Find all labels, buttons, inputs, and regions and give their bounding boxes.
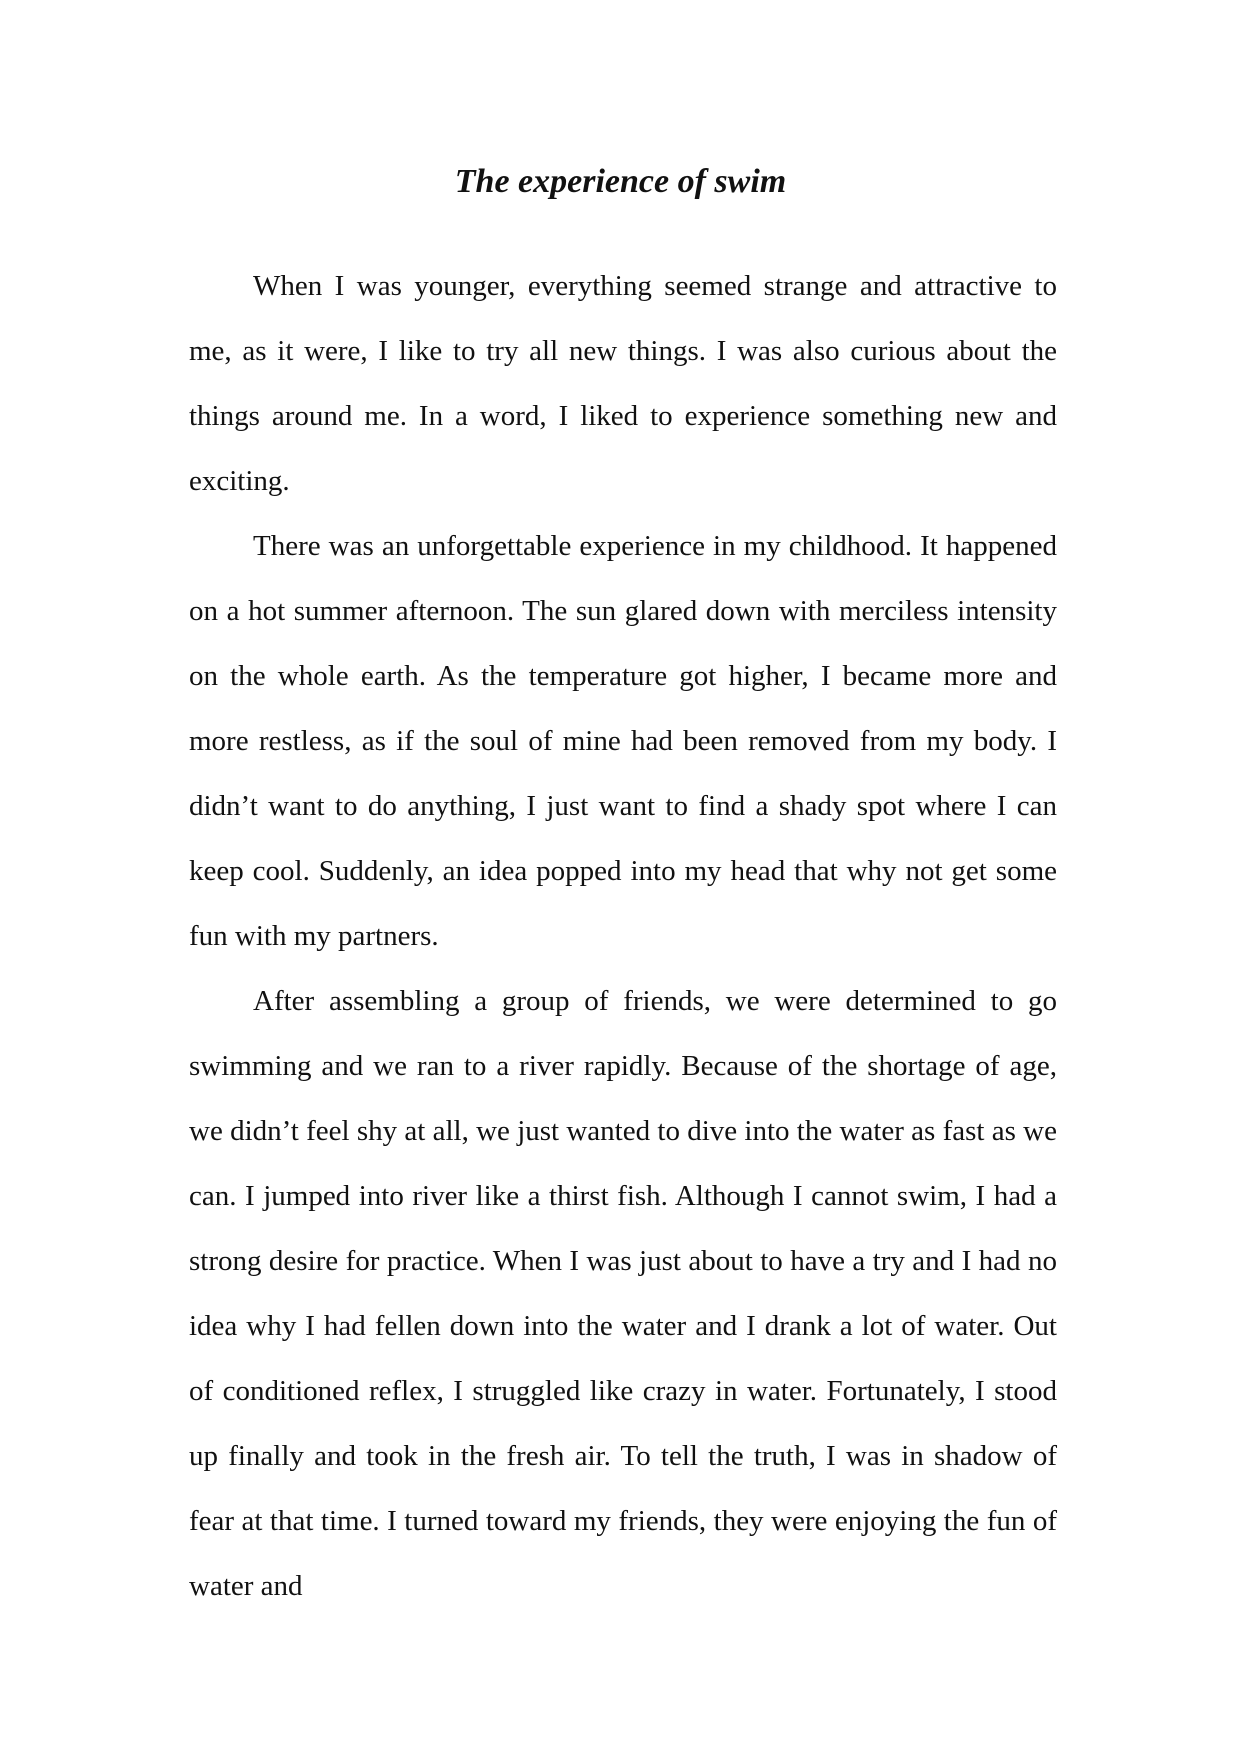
document-body: [189, 254, 1057, 1619]
paragraph: When I was younger, everything seemed strange and attractive to me, as it were, I like to try all new things. I was also curious about the things around me. In a word, I liked to experience something new and exciting.: [189, 270, 1057, 497]
paragraph: After assembling a group of friends, we were determined to go swimming and we ran to a river rapidly. Because of the shortage of age, we didn’t feel shy at all, we just wanted to dive into the water as fast as we can. I jumped into river like a thirst fish. Although I cannot swim, I had a strong desire for practice. When I was just about to have a try and I had no idea why I had fellen down into the water and I drank a lot of water. Out of conditioned reflex, I struggled like crazy in water. Fortunately, I stood up finally and took in the fresh air. To tell the truth, I was in shadow of fear at that time. I turned toward my friends, they were enjoying the fun of water and: [189, 985, 1057, 1602]
document-title: The experience of swim: [454, 163, 787, 200]
paragraph: There was an unforgettable experience in my childhood. It happened on a hot summer afternoon. The sun glared down with merciless intensity on the whole earth. As the temperature got higher, I became more and more restless, as if the soul of mine had been removed from my body. I didn’t want to do anything, I just want to find a shady spot where I can keep cool. Suddenly, an idea popped into my head that why not get some fun with my partners.: [189, 530, 1057, 952]
